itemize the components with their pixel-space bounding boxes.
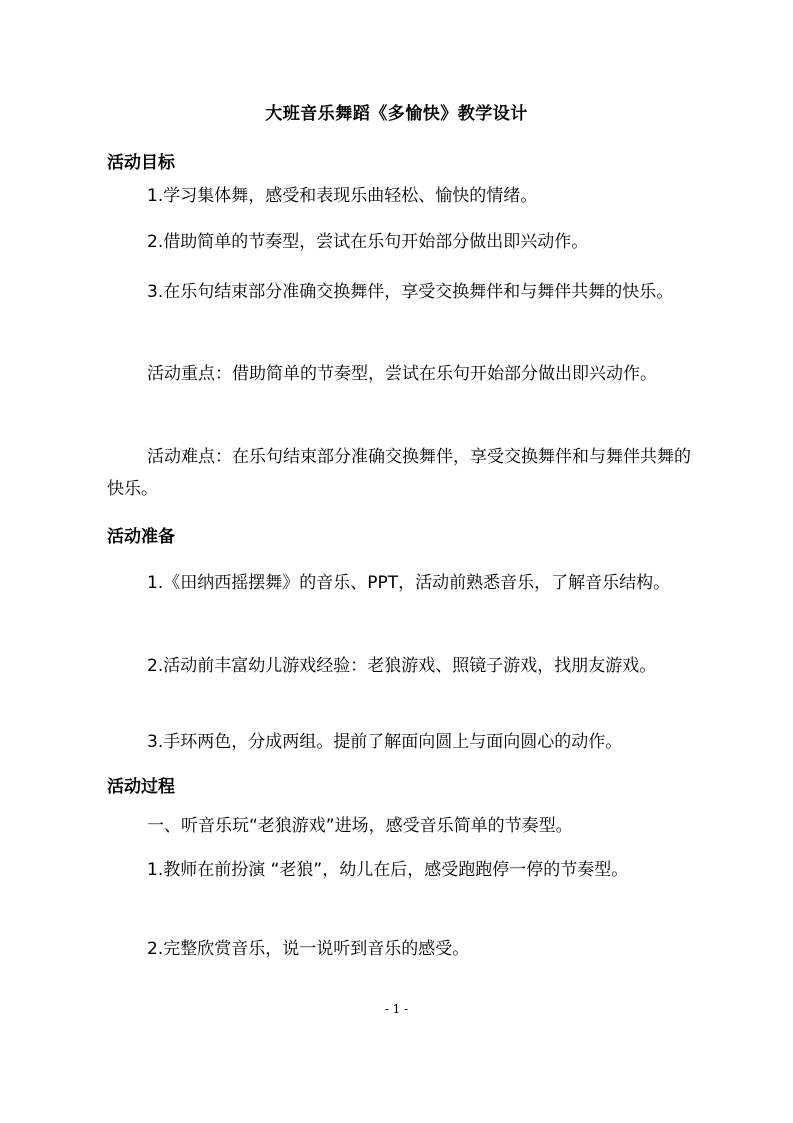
- section-heading-goals: 活动目标: [107, 153, 175, 173]
- document-title: 大班音乐舞蹈《多愉快》教学设计: [265, 104, 528, 124]
- goal-item-3: 3.在乐句结束部分准确交换舞伴，享受交换舞伴和与舞伴共舞的快乐。: [147, 282, 674, 302]
- process-item-2: 1.教师在前扮演 “老狼”，幼儿在后，感受跑跑停一停的节奏型。: [147, 860, 629, 880]
- goal-item-2: 2.借助简单的节奏型，尝试在乐句开始部分做出即兴动作。: [147, 232, 589, 252]
- page-number: - 1 -: [384, 1002, 409, 1016]
- section-heading-process: 活动过程: [107, 777, 175, 797]
- process-item-3: 2.完整欣赏音乐，说一说听到音乐的感受。: [147, 939, 470, 959]
- difficulty-point: 活动难点：在乐句结束部分准确交换舞伴，享受交换舞伴和与舞伴共舞的快乐。: [107, 447, 691, 499]
- preparation-item-1: 1.《田纳西摇摆舞》的音乐、PPT，活动前熟悉音乐，了解音乐结构。: [147, 573, 671, 593]
- preparation-item-2: 2.活动前丰富幼儿游戏经验：老狼游戏、照镜子游戏，找朋友游戏。: [147, 656, 657, 676]
- goal-item-1: 1.学习集体舞，感受和表现乐曲轻松、愉快的情绪。: [147, 186, 538, 206]
- key-point: 活动重点：借助简单的节奏型，尝试在乐句开始部分做出即兴动作。: [147, 364, 657, 384]
- section-heading-preparation: 活动准备: [107, 527, 175, 547]
- preparation-item-3: 3.手环两色，分成两组。提前了解面向圆上与面向圆心的动作。: [147, 732, 623, 752]
- process-item-1: 一、听音乐玩“老狼游戏”进场，感受音乐简单的节奏型。: [147, 816, 573, 836]
